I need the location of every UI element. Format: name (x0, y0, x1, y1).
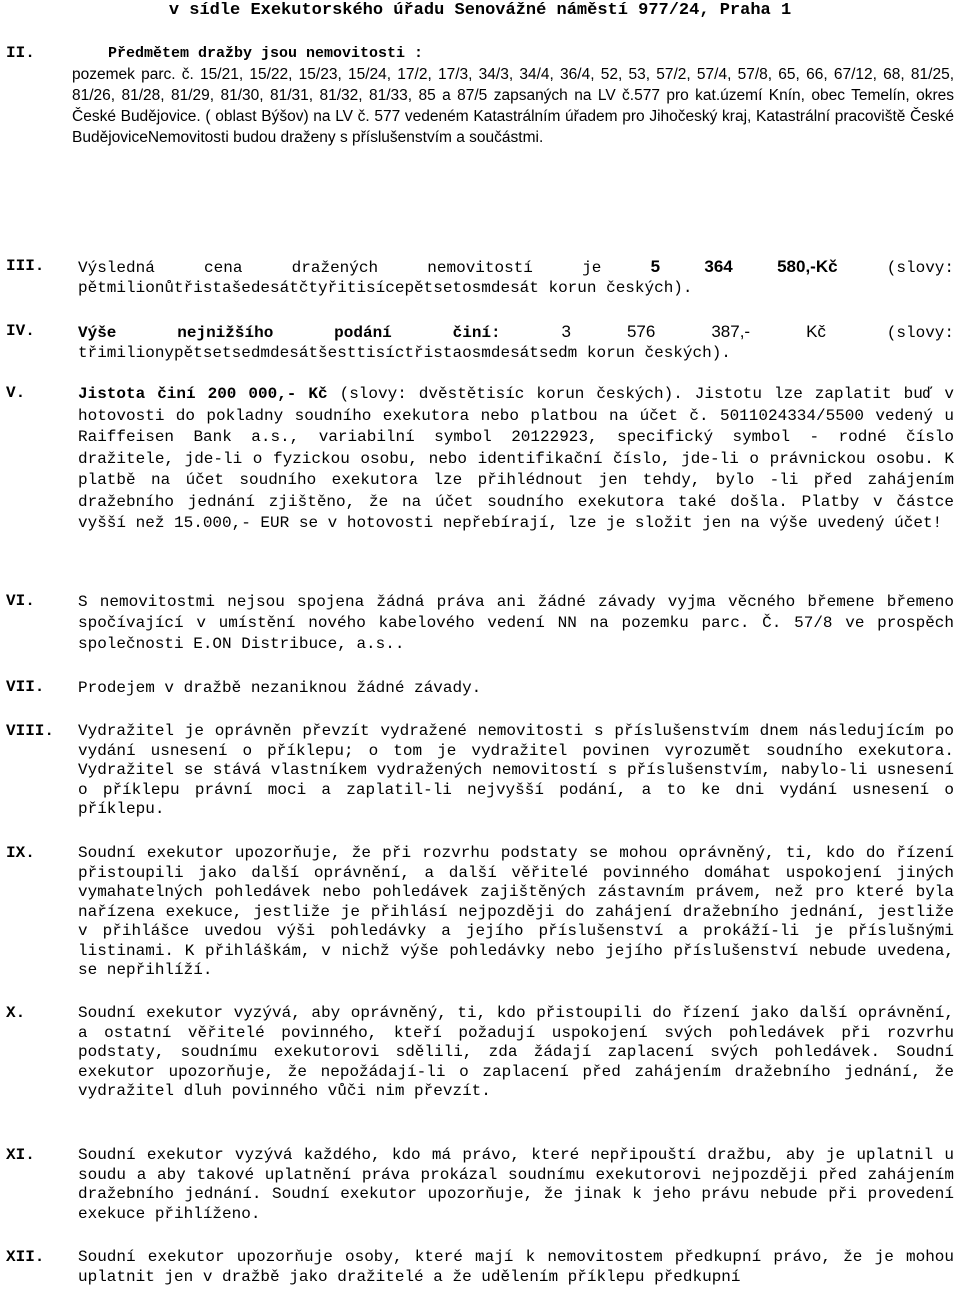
section-text: pozemek parc. č. 15/21, 15/22, 15/23, 15/24, 17/2, 17/3, 34/3, 34/4, 36/4, 52, 53, 57/2, 57/4, 57/8, 65, 66, 67/12, 68, 81/25, 81/26, 81/28, 81/29, 81/30, 81/31, 81/32, 81/33, 85 a 87/5 zapsaných na LV č.577 pro kat.území Knín, obec Temelín, okres České Budějovice. ( oblast Býšov) na LV č. 577 vedeném Katastrálním úřadem pro Jihočeský kraj, Katastrální pracoviště České BudějoviceNemovitosti budou draženy s příslušenstvím a součástmi. (72, 66, 954, 146)
section-text: Výsledná cena dražených nemovitostí je (78, 259, 602, 277)
section-text: Soudní exekutor vyzývá, aby oprávněný, ti, kdo přistoupili do řízení jako další oprávnění, a ostatní věřitelé povinného, kteří požadují uspokojení svých pohledávek při rozvrhu podstaty, soudnímu exekutorovi sdělili, zda žádají zaplacení svých pohledávek. Soudní exekutor upozorňuje, že nepožádají-li o zaplacení před zahájením dražebního jednání, že vydražitel dluh povinného vůči nim převzít. (78, 1004, 954, 1100)
section-number: III. (6, 257, 45, 275)
section-label: Jistota činí 200 000,- Kč (78, 385, 328, 403)
section-number: V. (6, 384, 26, 402)
section-number: X. (6, 1004, 26, 1022)
section-label: Výše nejnižšího podání činí: (78, 324, 501, 342)
section-number: XI. (6, 1146, 35, 1164)
section-number: VII. (6, 678, 45, 696)
section-text: S nemovitostmi nejsou spojena žádná práva ani žádné závady vyjma věcného břemene břemeno spočívající v umístění nového kabelového vedení NN na pozemku parc. Č. 57/8 ve prospěch společnosti E.ON Distribuce, a.s.. (78, 593, 954, 653)
section-number: IX. (6, 844, 35, 862)
section-text: Soudní exekutor upozorňuje, že při rozvrhu podstaty se mohou oprávněný, ti, kdo do řízení přistoupili jako další oprávnění, a další věřitelé povinného domáhat uspokojení jiných vymahatelných pohledávek nebo pohledávek zajištěných zástavním právem, než pro které byla nařízena exekuce, jestliže je přihlásí nejpozději do zahájení dražebního jednání, jestliže v přihlášce uvedou výši pohledávky a jejího příslušenství a prokáží-li je příslušnými listinami. K přihláškám, v nichž výše pohledávky nebo jejího příslušenství nebude uvedena, se nepřihlíží. (78, 844, 954, 979)
final-price: 5 364 580,-Kč (650, 257, 838, 276)
section-text: Soudní exekutor upozorňuje osoby, které mají k nemovitostem předkupní právo, že je mohou uplatnit jen v dražbě jako dražitelé a že udělením příklepu předkupní (78, 1248, 954, 1286)
section-text: Vydražitel je oprávněn převzít vydražené nemovitosti s příslušenstvím dnem následujícím po vydání usnesení o příklepu; o tom je vydražitel povinen vyrozumět soudního exekutora. Vydražitel se stává vlastníkem vydražených nemovitostí s příslušenstvím, nabylo-li usnesení o příklepu právní moci a zaplatil-li nejvyšší podání, a to ke dni vydání usnesení o příklepu. (78, 722, 954, 818)
header-title: v sídle Exekutorského úřadu Senovážné náměstí 977/24, Praha 1 (168, 1, 792, 20)
section-number: IV. (6, 322, 35, 340)
section-text-after: (slovy: třimilionypětsetsedmdesátšesttisíctřistaosmdesátsedm korun českých). (78, 324, 955, 362)
minimum-bid: 3 576 387,- Kč (561, 322, 826, 341)
section-number: XII. (6, 1248, 45, 1266)
section-number: VIII. (6, 722, 55, 740)
section-number: II. (6, 44, 35, 62)
section-title: Předmětem dražby jsou nemovitosti : (108, 45, 424, 62)
section-number: VI. (6, 592, 35, 610)
section-text: Soudní exekutor vyzývá každého, kdo má právo, které nepřipouští dražbu, aby je uplatnil u soudu a aby takové uplatnění práva prokázal soudnímu exekutorovi nejpozději před zahájením dražebního jednání. Soudní exekutor upozorňuje, že jinak k jeho právu nebude při provedení exekuce přihlíženo. (78, 1146, 954, 1223)
section-text-after: (slovy: pětmilionůtřistašedesátčtyřitisícepětsetosmdesát korun českých). (78, 259, 955, 297)
section-text: Prodejem v dražbě nezaniknou žádné závady. (78, 679, 482, 697)
section-text: (slovy: dvěstětisíc korun českých). Jistotu lze zaplatit buď v hotovosti do pokladny soudního exekutora nebo platbou na účet č. 5011024334/5500 vedený u Raiffeisen Bank a.s., variabilní symbol 20122923, specifický symbol - rodné číslo dražitele, jde-li o fyzickou osobu, nebo identifikační číslo, jde-li o právnickou osobu. K platbě na účet soudního exekutora lze přihlédnout jen tehdy, bylo -li před zahájením dražebního jednání zjištěno, že na účet soudního exekutora také došla. Platby v částce vyšší než 15.000,- EUR se v hotovosti nepřebírají, lze je složit jen na výše uvedený účet! (78, 385, 954, 532)
